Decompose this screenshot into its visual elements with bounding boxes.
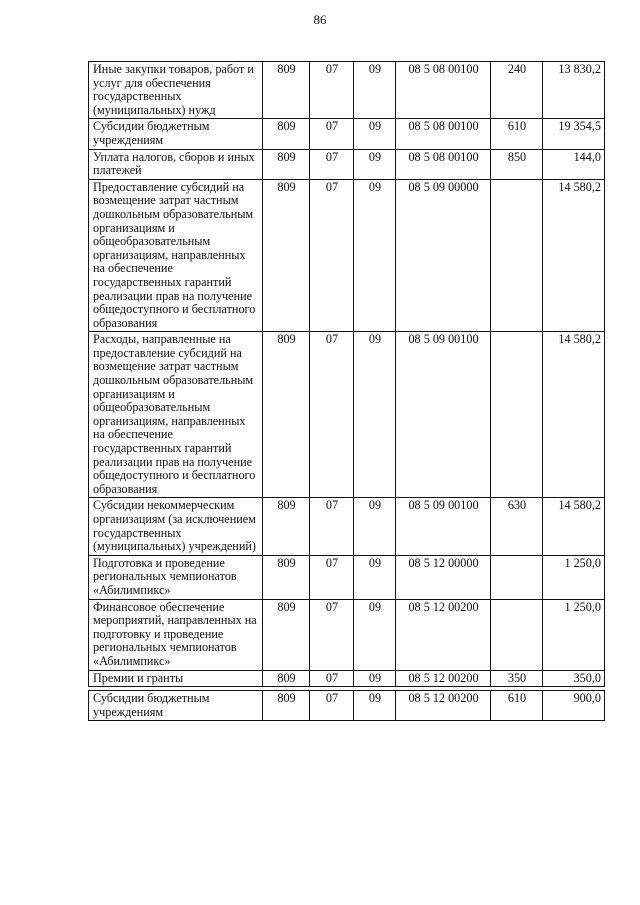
table-row — [89, 670, 605, 687]
row-name: Субсидии некоммерческим организациям (за исключением государственных (муниципальных) учреждений) — [89, 498, 263, 555]
row-vr-code — [491, 179, 543, 332]
row-gr-code: 809 — [263, 179, 310, 332]
row-vr-code: 610 — [491, 691, 543, 721]
row-csr-code: 08 5 12 00200 — [396, 691, 491, 721]
row-rz-code: 07 — [310, 555, 354, 599]
row-csr-code: 08 5 12 00200 — [396, 599, 491, 670]
table-row — [89, 498, 605, 555]
row-amount: 14 580,2 — [543, 332, 605, 498]
table-row — [89, 332, 605, 498]
row-gr-code: 809 — [263, 62, 310, 119]
row-pr-code: 09 — [354, 149, 396, 179]
row-amount: 19 354,5 — [543, 119, 605, 149]
row-pr-code: 09 — [354, 691, 396, 721]
row-csr-code: 08 5 12 00000 — [396, 555, 491, 599]
row-rz-code: 07 — [310, 691, 354, 721]
row-amount: 900,0 — [543, 691, 605, 721]
row-gr-code: 809 — [263, 555, 310, 599]
row-amount: 14 580,2 — [543, 498, 605, 555]
row-csr-code: 08 5 08 00100 — [396, 149, 491, 179]
row-name: Субсидии бюджетным учреждениям — [89, 119, 263, 149]
row-csr-code: 08 5 09 00000 — [396, 179, 491, 332]
row-rz-code: 07 — [310, 670, 354, 687]
row-gr-code: 809 — [263, 332, 310, 498]
row-amount: 1 250,0 — [543, 599, 605, 670]
table-row — [89, 62, 605, 119]
row-vr-code: 350 — [491, 670, 543, 687]
row-name: Субсидии бюджетным учреждениям — [89, 691, 263, 721]
row-csr-code: 08 5 08 00100 — [396, 62, 491, 119]
row-gr-code: 809 — [263, 691, 310, 721]
row-gr-code: 809 — [263, 599, 310, 670]
row-amount: 1 250,0 — [543, 555, 605, 599]
row-csr-code: 08 5 09 00100 — [396, 332, 491, 498]
row-vr-code: 610 — [491, 119, 543, 149]
row-amount: 13 830,2 — [543, 62, 605, 119]
table-row — [89, 119, 605, 149]
row-name: Уплата налогов, сборов и иных платежей — [89, 149, 263, 179]
row-name: Премии и гранты — [89, 670, 263, 687]
row-name: Иные закупки товаров, работ и услуг для обеспечения государственных (муниципальных) нужд — [89, 62, 263, 119]
row-rz-code: 07 — [310, 119, 354, 149]
row-rz-code: 07 — [310, 599, 354, 670]
row-pr-code: 09 — [354, 179, 396, 332]
row-amount: 14 580,2 — [543, 179, 605, 332]
table-row — [89, 555, 605, 599]
page-number: 86 — [313, 12, 327, 27]
row-rz-code: 07 — [310, 332, 354, 498]
row-rz-code: 07 — [310, 179, 354, 332]
row-gr-code: 809 — [263, 498, 310, 555]
table-row — [89, 149, 605, 179]
row-pr-code: 09 — [354, 599, 396, 670]
row-gr-code: 809 — [263, 670, 310, 687]
row-vr-code: 850 — [491, 149, 543, 179]
row-csr-code: 08 5 09 00100 — [396, 498, 491, 555]
row-vr-code — [491, 555, 543, 599]
row-pr-code: 09 — [354, 670, 396, 687]
row-rz-code: 07 — [310, 62, 354, 119]
row-name: Предоставление субсидий на возмещение затрат частным дошкольным образовательным организациям и общеобразовательным организациям, направленных на обеспечение государственных гарантий реализации прав на получение общедоступного и бесплатного образования — [89, 179, 263, 332]
row-name: Расходы, направленные на предоставление субсидий на возмещение затрат частным дошкольным образовательным организациям и общеобразовательным организациям, направленных на обеспечение государственных гарантий реализации прав на получение общедоступного и бесплатного образования — [89, 332, 263, 498]
budget-table — [88, 61, 605, 721]
row-pr-code: 09 — [354, 555, 396, 599]
row-name: Финансовое обеспечение мероприятий, направленных на подготовку и проведение региональных чемпионатов «Абилимпикс» — [89, 599, 263, 670]
table-row — [89, 179, 605, 332]
row-rz-code: 07 — [310, 498, 354, 555]
row-vr-code — [491, 599, 543, 670]
table-row — [89, 599, 605, 670]
row-amount: 350,0 — [543, 670, 605, 687]
row-csr-code: 08 5 12 00200 — [396, 670, 491, 687]
row-pr-code: 09 — [354, 332, 396, 498]
row-amount: 144,0 — [543, 149, 605, 179]
row-name: Подготовка и проведение региональных чемпионатов «Абилимпикс» — [89, 555, 263, 599]
row-rz-code: 07 — [310, 149, 354, 179]
row-pr-code: 09 — [354, 62, 396, 119]
row-pr-code: 09 — [354, 498, 396, 555]
row-pr-code: 09 — [354, 119, 396, 149]
row-gr-code: 809 — [263, 149, 310, 179]
row-vr-code: 630 — [491, 498, 543, 555]
row-vr-code: 240 — [491, 62, 543, 119]
row-gr-code: 809 — [263, 119, 310, 149]
row-vr-code — [491, 332, 543, 498]
table-row — [89, 691, 605, 721]
row-csr-code: 08 5 08 00100 — [396, 119, 491, 149]
